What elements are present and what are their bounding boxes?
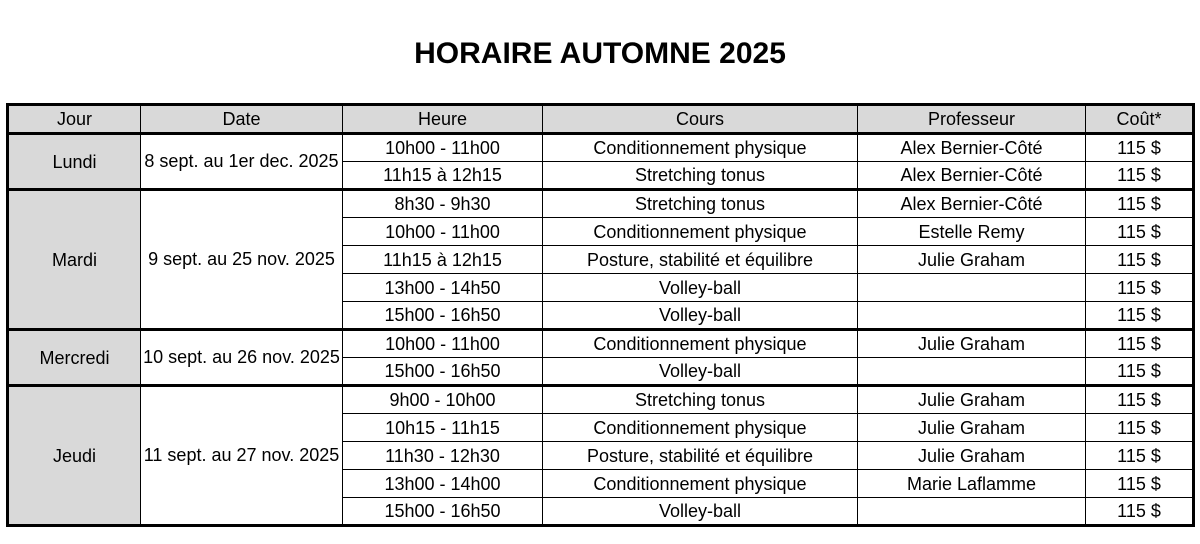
cost-cell: 115 $	[1086, 246, 1194, 274]
time-cell: 13h00 - 14h50	[343, 274, 543, 302]
time-cell: 15h00 - 16h50	[343, 498, 543, 526]
course-cell: Volley-ball	[543, 498, 858, 526]
day-cell: Mardi	[8, 190, 141, 330]
course-cell: Posture, stabilité et équilibre	[543, 246, 858, 274]
cost-cell: 115 $	[1086, 414, 1194, 442]
schedule-body	[8, 105, 1194, 526]
day-cell: Lundi	[8, 134, 141, 190]
course-cell: Posture, stabilité et équilibre	[543, 442, 858, 470]
time-cell: 11h15 à 12h15	[343, 162, 543, 190]
teacher-cell	[858, 498, 1086, 526]
table-row	[8, 134, 1194, 162]
date-cell: 8 sept. au 1er dec. 2025	[141, 134, 343, 190]
cost-cell: 115 $	[1086, 134, 1194, 162]
course-cell: Volley-ball	[543, 274, 858, 302]
course-cell: Conditionnement physique	[543, 218, 858, 246]
course-cell: Stretching tonus	[543, 386, 858, 414]
cost-cell: 115 $	[1086, 190, 1194, 218]
header-professeur: Professeur	[858, 105, 1086, 134]
teacher-cell: Alex Bernier-Côté	[858, 162, 1086, 190]
teacher-cell	[858, 274, 1086, 302]
time-cell: 15h00 - 16h50	[343, 302, 543, 330]
time-cell: 9h00 - 10h00	[343, 386, 543, 414]
date-cell: 9 sept. au 25 nov. 2025	[141, 190, 343, 330]
course-cell: Conditionnement physique	[543, 330, 858, 358]
header-row	[8, 105, 1194, 134]
time-cell: 15h00 - 16h50	[343, 358, 543, 386]
teacher-cell: Alex Bernier-Côté	[858, 190, 1086, 218]
course-cell: Volley-ball	[543, 302, 858, 330]
header-cours: Cours	[543, 105, 858, 134]
cost-cell: 115 $	[1086, 162, 1194, 190]
course-cell: Volley-ball	[543, 358, 858, 386]
teacher-cell	[858, 358, 1086, 386]
header-cout: Coût*	[1086, 105, 1194, 134]
teacher-cell: Julie Graham	[858, 330, 1086, 358]
course-cell: Conditionnement physique	[543, 470, 858, 498]
cost-cell: 115 $	[1086, 470, 1194, 498]
date-cell: 11 sept. au 27 nov. 2025	[141, 386, 343, 526]
cost-cell: 115 $	[1086, 218, 1194, 246]
cost-cell: 115 $	[1086, 274, 1194, 302]
course-cell: Stretching tonus	[543, 190, 858, 218]
course-cell: Conditionnement physique	[543, 134, 858, 162]
schedule-table	[6, 103, 1195, 527]
cost-cell: 115 $	[1086, 498, 1194, 526]
course-cell: Conditionnement physique	[543, 414, 858, 442]
teacher-cell: Julie Graham	[858, 442, 1086, 470]
header-heure: Heure	[343, 105, 543, 134]
time-cell: 10h15 - 11h15	[343, 414, 543, 442]
teacher-cell: Marie Laflamme	[858, 470, 1086, 498]
teacher-cell: Julie Graham	[858, 246, 1086, 274]
teacher-cell: Julie Graham	[858, 386, 1086, 414]
teacher-cell: Julie Graham	[858, 414, 1086, 442]
table-row	[8, 190, 1194, 218]
table-row	[8, 330, 1194, 358]
time-cell: 11h15 à 12h15	[343, 246, 543, 274]
page-title: HORAIRE AUTOMNE 2025	[414, 37, 786, 70]
course-cell: Stretching tonus	[543, 162, 858, 190]
cost-cell: 115 $	[1086, 302, 1194, 330]
table-row	[8, 386, 1194, 414]
date-cell: 10 sept. au 26 nov. 2025	[141, 330, 343, 386]
cost-cell: 115 $	[1086, 386, 1194, 414]
time-cell: 10h00 - 11h00	[343, 218, 543, 246]
time-cell: 8h30 - 9h30	[343, 190, 543, 218]
cost-cell: 115 $	[1086, 330, 1194, 358]
teacher-cell	[858, 302, 1086, 330]
time-cell: 10h00 - 11h00	[343, 134, 543, 162]
day-cell: Jeudi	[8, 386, 141, 526]
header-jour: Jour	[8, 105, 141, 134]
day-cell: Mercredi	[8, 330, 141, 386]
cost-cell: 115 $	[1086, 442, 1194, 470]
cost-cell: 115 $	[1086, 358, 1194, 386]
time-cell: 10h00 - 11h00	[343, 330, 543, 358]
time-cell: 13h00 - 14h00	[343, 470, 543, 498]
time-cell: 11h30 - 12h30	[343, 442, 543, 470]
teacher-cell: Alex Bernier-Côté	[858, 134, 1086, 162]
teacher-cell: Estelle Remy	[858, 218, 1086, 246]
header-date: Date	[141, 105, 343, 134]
